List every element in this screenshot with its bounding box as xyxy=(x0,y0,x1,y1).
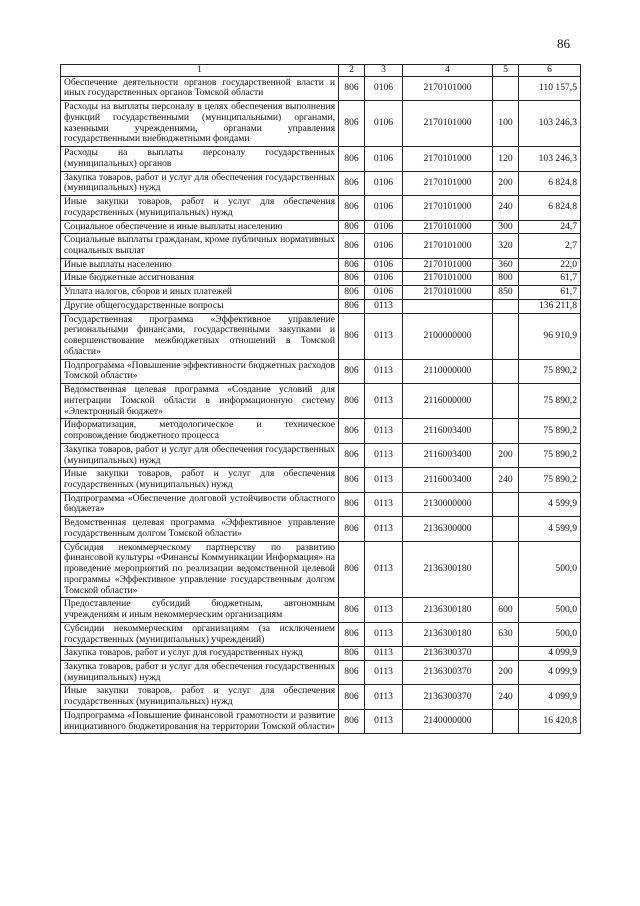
row-code-cell: 806 xyxy=(339,313,365,359)
row-target-cell: 2140000000 xyxy=(403,709,493,733)
header-col-4: 4 xyxy=(403,65,493,77)
row-code-cell: 806 xyxy=(339,171,365,195)
row-type-cell: 300 xyxy=(493,220,519,234)
row-amount-cell: 103 246,3 xyxy=(519,101,581,147)
header-col-1: 1 xyxy=(61,65,339,77)
header-col-5: 5 xyxy=(493,65,519,77)
row-code-cell: 806 xyxy=(339,234,365,258)
table-row xyxy=(61,171,581,195)
row-name-cell: Субсидии некоммерческим организациям (за исключением государственных (муниципальных) учреждений) xyxy=(61,622,339,646)
row-target-cell: 2116003400 xyxy=(403,419,493,443)
row-section-cell: 0113 xyxy=(365,660,403,684)
row-section-cell: 0106 xyxy=(365,76,403,100)
row-section-cell: 0106 xyxy=(365,286,403,300)
row-type-cell: 600 xyxy=(493,598,519,622)
row-name-cell: Ведомственная целевая программа «Создание условий для интеграции Томской области в информационную систему «Электронный бюджет» xyxy=(61,384,339,419)
row-name-cell: Подпрограмма «Повышение финансовой грамотности и развитие инициативного бюджетирования на территории Томской области» xyxy=(61,709,339,733)
table-row xyxy=(61,647,581,661)
row-amount-cell: 4 099,9 xyxy=(519,647,581,661)
row-target-cell: 2136300000 xyxy=(403,517,493,541)
row-name-cell: Субсидия некоммерческому партнерству по развитию финансовой культуры «Финансы Коммуникации Информация» на проведение мероприятий по реализации ведомственной целевой программы «Эффективное управление государственным долгом Томской области» xyxy=(61,541,339,598)
row-section-cell: 0113 xyxy=(365,622,403,646)
row-code-cell: 806 xyxy=(339,76,365,100)
budget-table xyxy=(60,64,581,734)
row-section-cell: 0113 xyxy=(365,709,403,733)
row-name-cell: Закупка товаров, работ и услуг для обеспечения государственных (муниципальных) нужд xyxy=(61,171,339,195)
row-amount-cell: 4 099,9 xyxy=(519,660,581,684)
row-section-cell: 0106 xyxy=(365,258,403,272)
row-target-cell: 2136300370 xyxy=(403,647,493,661)
row-type-cell xyxy=(493,359,519,383)
row-type-cell: 850 xyxy=(493,286,519,300)
header-col-3: 3 xyxy=(365,65,403,77)
row-code-cell: 806 xyxy=(339,220,365,234)
row-section-cell: 0113 xyxy=(365,359,403,383)
row-target-cell: 2116003400 xyxy=(403,468,493,492)
row-name-cell: Закупка товаров, работ и услуг для обеспечения государственных (муниципальных) нужд xyxy=(61,443,339,467)
row-section-cell: 0113 xyxy=(365,419,403,443)
table-row xyxy=(61,101,581,147)
row-amount-cell: 110 157,5 xyxy=(519,76,581,100)
row-section-cell: 0106 xyxy=(365,220,403,234)
table-row xyxy=(61,286,581,300)
row-amount-cell: 500,0 xyxy=(519,622,581,646)
row-type-cell: 120 xyxy=(493,147,519,171)
table-row xyxy=(61,685,581,709)
row-type-cell: 360 xyxy=(493,258,519,272)
table-row xyxy=(61,359,581,383)
row-amount-cell: 16 420,8 xyxy=(519,709,581,733)
row-section-cell: 0113 xyxy=(365,517,403,541)
row-target-cell: 2170101000 xyxy=(403,101,493,147)
row-name-cell: Расходы на выплаты персоналу в целях обеспечения выполнения функций государственными (муниципальными) органами, казенными учреждениями, органами управления государственными внебюджетными фондами xyxy=(61,101,339,147)
row-code-cell: 806 xyxy=(339,468,365,492)
row-code-cell: 806 xyxy=(339,443,365,467)
table-row xyxy=(61,541,581,598)
row-code-cell: 806 xyxy=(339,147,365,171)
row-amount-cell: 500,0 xyxy=(519,541,581,598)
row-amount-cell: 2,7 xyxy=(519,234,581,258)
row-name-cell: Подпрограмма «Повышение эффективности бюджетных расходов Томской области» xyxy=(61,359,339,383)
row-target-cell: 2136300370 xyxy=(403,685,493,709)
row-name-cell: Обеспечение деятельности органов государственной власти и иных государственных органов Томской области xyxy=(61,76,339,100)
table-row xyxy=(61,443,581,467)
row-target-cell: 2170101000 xyxy=(403,147,493,171)
row-name-cell: Иные закупки товаров, работ и услуг для обеспечения государственных (муниципальных) нужд xyxy=(61,468,339,492)
row-section-cell: 0113 xyxy=(365,468,403,492)
row-type-cell xyxy=(493,313,519,359)
row-type-cell: 240 xyxy=(493,468,519,492)
table-row xyxy=(61,220,581,234)
row-target-cell: 2170101000 xyxy=(403,76,493,100)
row-section-cell: 0113 xyxy=(365,647,403,661)
row-amount-cell: 6 824,8 xyxy=(519,196,581,220)
row-code-cell: 806 xyxy=(339,709,365,733)
header-col-6: 6 xyxy=(519,65,581,77)
row-target-cell: 2136300370 xyxy=(403,660,493,684)
row-amount-cell: 4 099,9 xyxy=(519,685,581,709)
row-amount-cell: 75 890,2 xyxy=(519,384,581,419)
row-section-cell: 0113 xyxy=(365,685,403,709)
row-code-cell: 806 xyxy=(339,419,365,443)
row-target-cell: 2136300180 xyxy=(403,541,493,598)
table-row xyxy=(61,272,581,286)
row-target-cell: 2116000000 xyxy=(403,384,493,419)
header-col-2: 2 xyxy=(339,65,365,77)
table-row xyxy=(61,622,581,646)
row-amount-cell: 6 824,8 xyxy=(519,171,581,195)
row-name-cell: Предоставление субсидий бюджетным, автономным учреждениям и иным некоммерческим организациям xyxy=(61,598,339,622)
row-code-cell: 806 xyxy=(339,286,365,300)
row-target-cell: 2170101000 xyxy=(403,258,493,272)
row-amount-cell: 4 599,9 xyxy=(519,517,581,541)
row-target-cell: 2136300180 xyxy=(403,622,493,646)
row-type-cell xyxy=(493,299,519,313)
row-name-cell: Иные бюджетные ассигнования xyxy=(61,272,339,286)
row-code-cell: 806 xyxy=(339,685,365,709)
row-type-cell xyxy=(493,647,519,661)
row-target-cell: 2110000000 xyxy=(403,359,493,383)
row-type-cell xyxy=(493,419,519,443)
row-amount-cell: 103 246,3 xyxy=(519,147,581,171)
row-code-cell: 806 xyxy=(339,359,365,383)
row-section-cell: 0113 xyxy=(365,384,403,419)
table-row xyxy=(61,76,581,100)
row-type-cell xyxy=(493,541,519,598)
row-type-cell xyxy=(493,709,519,733)
row-target-cell: 2130000000 xyxy=(403,492,493,516)
table-row xyxy=(61,468,581,492)
row-type-cell: 240 xyxy=(493,685,519,709)
row-type-cell: 200 xyxy=(493,171,519,195)
row-type-cell xyxy=(493,76,519,100)
row-type-cell xyxy=(493,517,519,541)
table-row xyxy=(61,313,581,359)
row-target-cell: 2170101000 xyxy=(403,220,493,234)
row-name-cell: Информатизация, методологическое и техническое сопровождение бюджетного процесса xyxy=(61,419,339,443)
row-target-cell: 2170101000 xyxy=(403,286,493,300)
row-target-cell: 2170101000 xyxy=(403,272,493,286)
row-section-cell: 0113 xyxy=(365,443,403,467)
row-amount-cell: 61,7 xyxy=(519,272,581,286)
row-name-cell: Государственная программа «Эффективное управление региональными финансами, государственными закупками и совершенствование межбюджетных отношений в Томской области» xyxy=(61,313,339,359)
table-row xyxy=(61,492,581,516)
row-type-cell xyxy=(493,492,519,516)
table-row xyxy=(61,234,581,258)
table-row xyxy=(61,598,581,622)
row-name-cell: Закупка товаров, работ и услуг для государственных нужд xyxy=(61,647,339,661)
row-section-cell: 0113 xyxy=(365,541,403,598)
table-row xyxy=(61,196,581,220)
row-code-cell: 806 xyxy=(339,598,365,622)
row-amount-cell: 4 599,9 xyxy=(519,492,581,516)
row-type-cell: 630 xyxy=(493,622,519,646)
page-number: 86 xyxy=(557,36,570,51)
row-section-cell: 0106 xyxy=(365,234,403,258)
table-row xyxy=(61,709,581,733)
row-type-cell: 200 xyxy=(493,443,519,467)
table-row xyxy=(61,419,581,443)
row-code-cell: 806 xyxy=(339,541,365,598)
row-amount-cell: 75 890,2 xyxy=(519,359,581,383)
row-target-cell xyxy=(403,299,493,313)
table-row xyxy=(61,384,581,419)
row-type-cell: 320 xyxy=(493,234,519,258)
row-section-cell: 0113 xyxy=(365,299,403,313)
row-name-cell: Иные закупки товаров, работ и услуг для обеспечения государственных (муниципальных) нужд xyxy=(61,685,339,709)
row-code-cell: 806 xyxy=(339,517,365,541)
row-amount-cell: 75 890,2 xyxy=(519,468,581,492)
row-code-cell: 806 xyxy=(339,101,365,147)
row-name-cell: Социальное обеспечение и иные выплаты населению xyxy=(61,220,339,234)
row-name-cell: Другие общегосударственные вопросы xyxy=(61,299,339,313)
row-type-cell: 100 xyxy=(493,101,519,147)
row-name-cell: Ведомственная целевая программа «Эффективное управление государственным долгом Томской области» xyxy=(61,517,339,541)
row-target-cell: 2100000000 xyxy=(403,313,493,359)
row-amount-cell: 96 910,9 xyxy=(519,313,581,359)
row-name-cell: Закупка товаров, работ и услуг для обеспечения государственных (муниципальных) нужд xyxy=(61,660,339,684)
row-name-cell: Социальные выплаты гражданам, кроме публичных нормативных социальных выплат xyxy=(61,234,339,258)
row-code-cell: 806 xyxy=(339,647,365,661)
row-amount-cell: 136 211,8 xyxy=(519,299,581,313)
row-section-cell: 0113 xyxy=(365,492,403,516)
row-target-cell: 2170101000 xyxy=(403,196,493,220)
row-type-cell: 200 xyxy=(493,660,519,684)
row-name-cell: Иные закупки товаров, работ и услуг для обеспечения государственных (муниципальных) нужд xyxy=(61,196,339,220)
row-name-cell: Уплата налогов, сборов и иных платежей xyxy=(61,286,339,300)
row-code-cell: 806 xyxy=(339,299,365,313)
row-type-cell: 240 xyxy=(493,196,519,220)
row-code-cell: 806 xyxy=(339,622,365,646)
row-code-cell: 806 xyxy=(339,258,365,272)
table-row xyxy=(61,660,581,684)
row-amount-cell: 500,0 xyxy=(519,598,581,622)
table-row xyxy=(61,147,581,171)
row-amount-cell: 75 890,2 xyxy=(519,419,581,443)
row-code-cell: 806 xyxy=(339,196,365,220)
row-amount-cell: 22,0 xyxy=(519,258,581,272)
row-section-cell: 0106 xyxy=(365,101,403,147)
row-code-cell: 806 xyxy=(339,660,365,684)
row-section-cell: 0106 xyxy=(365,147,403,171)
row-name-cell: Расходы на выплаты персоналу государственных (муниципальных) органов xyxy=(61,147,339,171)
row-section-cell: 0106 xyxy=(365,196,403,220)
row-target-cell: 2116003400 xyxy=(403,443,493,467)
row-section-cell: 0106 xyxy=(365,171,403,195)
row-target-cell: 2136300180 xyxy=(403,598,493,622)
row-name-cell: Иные выплаты населению xyxy=(61,258,339,272)
row-name-cell: Подпрограмма «Обеспечение долговой устойчивости областного бюджета» xyxy=(61,492,339,516)
row-code-cell: 806 xyxy=(339,384,365,419)
row-amount-cell: 75 890,2 xyxy=(519,443,581,467)
row-code-cell: 806 xyxy=(339,492,365,516)
row-type-cell: 800 xyxy=(493,272,519,286)
row-target-cell: 2170101000 xyxy=(403,171,493,195)
table-header-row xyxy=(61,65,581,77)
row-amount-cell: 61,7 xyxy=(519,286,581,300)
row-section-cell: 0106 xyxy=(365,272,403,286)
table-row xyxy=(61,517,581,541)
row-target-cell: 2170101000 xyxy=(403,234,493,258)
row-amount-cell: 24,7 xyxy=(519,220,581,234)
row-section-cell: 0113 xyxy=(365,313,403,359)
table-row xyxy=(61,258,581,272)
row-type-cell xyxy=(493,384,519,419)
row-section-cell: 0113 xyxy=(365,598,403,622)
table-row xyxy=(61,299,581,313)
row-code-cell: 806 xyxy=(339,272,365,286)
